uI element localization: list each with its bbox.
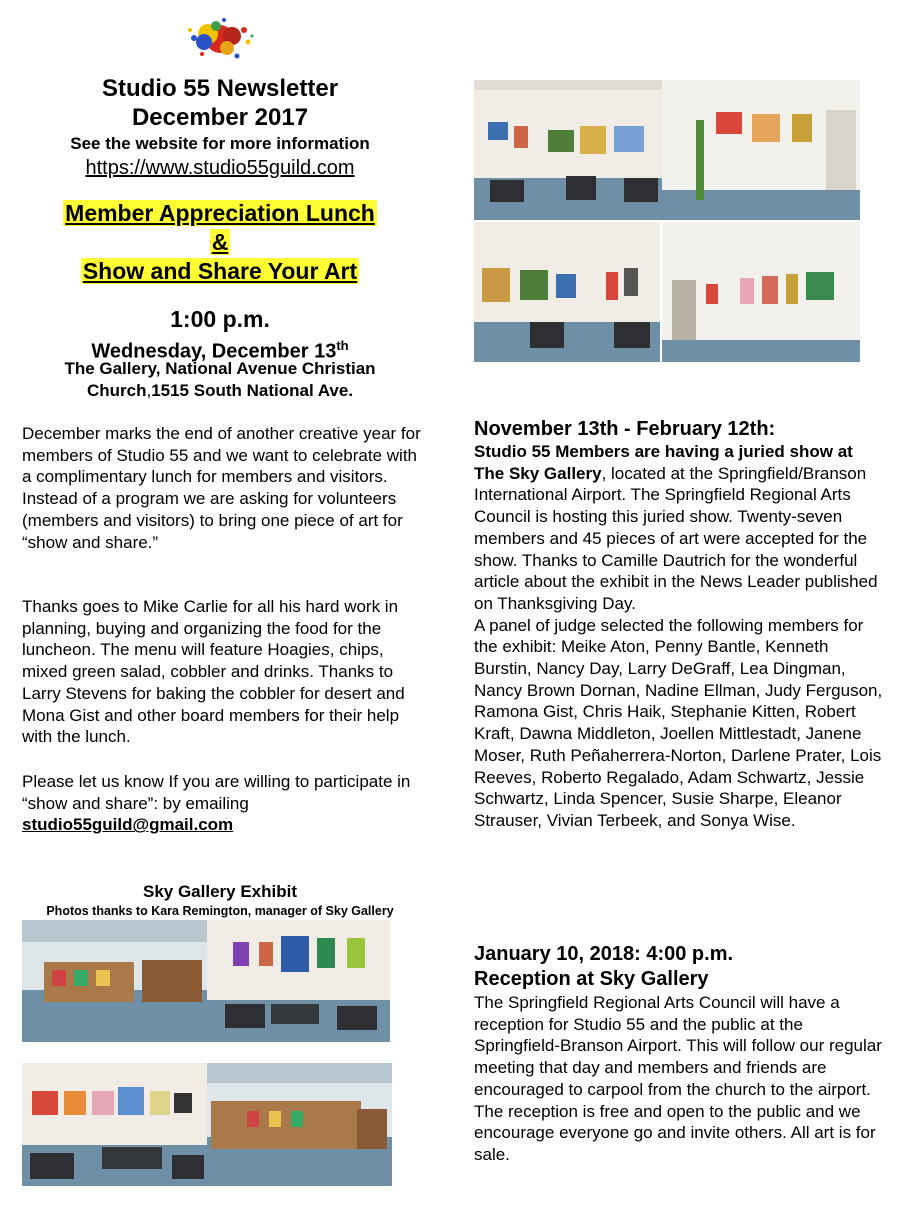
email-link[interactable]: studio55guild@gmail.com: [22, 815, 234, 835]
event-day-suffix: th: [336, 338, 349, 353]
show-paragraph: [474, 441, 884, 832]
gallery-photo-right-1: [474, 80, 662, 220]
gallery-photo-paintings-sofa: [22, 1063, 208, 1186]
thanks-paragraph: [22, 596, 424, 748]
website-link[interactable]: https://www.studio55guild.com: [85, 157, 355, 179]
event-venue-line2: [20, 380, 420, 402]
venue-comma: ,: [146, 381, 152, 400]
gallery-photo-right-4: [662, 222, 860, 362]
gallery-photo-right-3: [474, 222, 660, 362]
venue-address: 1515 South National Ave.: [151, 381, 354, 400]
event-subtitle: Show and Share Your Art: [82, 258, 358, 284]
intro-text: December marks the end of another creative year for members of Studio 55 and we want to celebrate with a complimentary lunch for members and visitors. Instead of a program we are asking for volunteers (members and visitors) to bring one piece of art for “show and share.”: [22, 424, 421, 552]
see-website-note: See the website for more information: [70, 134, 370, 153]
members-text: A panel of judge selected the following members for the exhibit: Meike Aton, Penny Bantle, Kenneth Burstin, Nancy Day, Larry DeGraff, Lea Dingman, Nancy Brown Dornan, Nadine Ellman, Judy Ferguson, Ramona Gist, Chris Haik, Stephanie Kitten, Robert Kraft, Dawna Middleton, Joellen Mittlestadt, Janene Moser, Ruth Peñaherrera-Norton, Darlene Prater, Lois Reeves, Roberto Regalado, Adam Schwartz, Jessie Schwartz, Linda Spencer, Susie Sharpe, Eleanor Strauser, Vivian Terbeek, and Sonya Wise.: [474, 615, 883, 830]
newsletter-date: December 2017: [131, 104, 309, 131]
event-line3-wrap: [20, 257, 420, 285]
gallery-photo-exhibit-booth: [22, 920, 208, 1042]
event-ampersand: &: [211, 229, 229, 255]
show-text: [474, 441, 884, 615]
reception-heading-title: Reception at Sky Gallery: [474, 968, 709, 990]
website-link-wrap: [20, 155, 420, 181]
gallery-photo-right-2: [662, 80, 860, 220]
reception-heading-date: January 10, 2018: 4:00 p.m.: [474, 943, 734, 965]
reception-text: The Springfield Regional Arts Council will have a reception for Studio 55 and the public at the Springfield-Branson Airport. This will follow our regular meeting that day and members and friends are encouraged to carpool from the church to the airport. The reception is free and open to the public and we encourage everyone go and invite others. All art is for sale.: [474, 993, 882, 1164]
show-bold: Studio 55 Members are having a juried show at The Sky Gallery: [474, 442, 853, 483]
show-heading: November 13th - February 12th:: [474, 418, 776, 440]
venue-church: Church: [86, 381, 147, 400]
event-title: Member Appreciation Lunch: [65, 200, 375, 226]
newsletter-title: Studio 55 Newsletter: [101, 75, 339, 102]
reception-paragraph: [474, 992, 884, 1166]
event-line1-wrap: [20, 199, 420, 227]
gallery-photo-booth-side: [207, 1063, 392, 1186]
event-time: 1:00 p.m.: [170, 306, 270, 332]
event-line2-wrap: [20, 228, 420, 256]
paint-splatter-logo: [180, 12, 260, 66]
intro-paragraph: [22, 423, 424, 553]
event-venue-line1: The Gallery, National Avenue Christian: [64, 359, 376, 378]
thanks-text: Thanks goes to Mike Carlie for all his hard work in planning, buying and organizing the food for the luncheon. The menu will feature Hoagies, chips, mixed green salad, cobbler and drinks. Thanks to Larry Stevens for baking the cobbler for desert and Mona Gist and other board members for their help with the lunch.: [22, 597, 405, 747]
show-detail: , located at the Springfield/Branson International Airport. The Springfield Regional Arts Council is hosting this juried show. Twenty-seven members and 45 pieces of art were accepted for the show. Thanks to Camille Dautrich for the wonderful article about the exhibit in the News Leader published on Thanksgiving Day.: [474, 463, 878, 613]
volunteer-paragraph: [22, 771, 424, 836]
gallery-photo-seating-wall: [207, 920, 390, 1042]
sky-gallery-title: Sky Gallery Exhibit: [142, 882, 297, 901]
volunteer-text: Please let us know If you are willing to participate in “show and share”: by emailing: [22, 772, 411, 813]
event-day-text: Wednesday, December 13: [91, 340, 337, 363]
sky-gallery-credit: Photos thanks to Kara Remington, manager of Sky Gallery: [46, 904, 394, 918]
